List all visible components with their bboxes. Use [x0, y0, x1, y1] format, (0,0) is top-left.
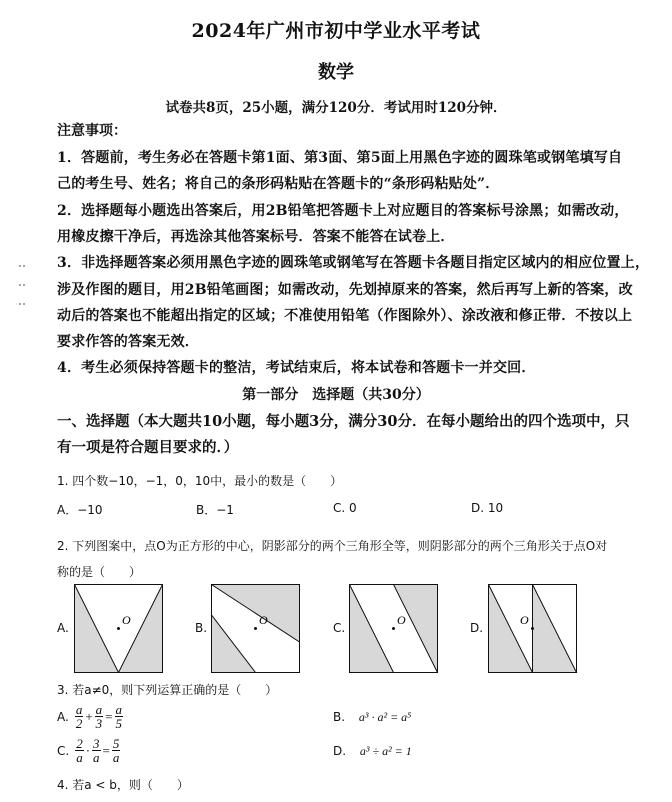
q2-label-a: A.: [57, 621, 69, 635]
q1-option-a: A．−10: [57, 503, 103, 517]
fraction: $\frac{3}{a}$: [93, 736, 100, 765]
center-point-label: O: [397, 613, 406, 627]
notes-heading: 注意事项：: [57, 123, 127, 139]
section-instruction: 有一项是符合题目要求的．）: [57, 439, 239, 456]
section-instruction: 一、选择题（本大题共10小题，每小题3分，满分30分．在每小题给出的四个选项中，只: [57, 413, 630, 430]
math-expression: a³ ÷ a² = 1: [359, 744, 412, 758]
q3-option-c: C. $\frac{2}{a}$ · $\frac{3}{a}$ = $\frac{5}{a}$: [57, 736, 120, 765]
q2-figure-b: [211, 584, 301, 674]
question-2-stem: 称的是（ ）: [57, 565, 142, 579]
option-label: B.: [333, 710, 346, 724]
math-expression: a³ · a² = a⁵: [358, 710, 412, 724]
q1-option-c: C. 0: [333, 501, 357, 515]
notes-line: 涉及作图的题目，用2B铅笔画图；如需改动，先划掉原来的答案，然后再写上新的答案，改: [57, 282, 633, 298]
fraction: $\frac{a}{5}$: [115, 702, 122, 731]
q2-label-d: D.: [470, 621, 484, 635]
q3-option-a: A. $\frac{a}{2}$ + $\frac{a}{3}$ = $\frac{a}{5}$: [57, 702, 122, 731]
q1-option-b: B．−1: [196, 503, 234, 517]
part-title: 第一部分 选择题（共30分）: [242, 387, 430, 403]
q2-figure-a: [74, 584, 164, 674]
q3-option-d: [333, 744, 412, 759]
notes-line: 要求作答的答案无效．: [57, 334, 199, 350]
notes-line: 1．答题前，考生务必在答题卡第1面、第3面、第5面上用黑色字迹的圆珠笔或钢笔填写自: [57, 150, 623, 166]
notes-line: 己的考生号、姓名；将自己的条形码粘贴在答题卡的“条形码粘贴处”．: [57, 176, 500, 192]
fraction: $\frac{a}{3}$: [95, 702, 103, 731]
notes-line: 4．考生必须保持答题卡的整洁，考试结束后，将本试卷和答题卡一并交回．: [57, 360, 536, 376]
center-point-label: O: [122, 613, 131, 627]
center-point-label: O: [520, 613, 529, 627]
fraction: $\frac{a}{2}$: [75, 702, 83, 731]
option-label: D.: [333, 744, 347, 758]
fraction: $\frac{2}{a}$: [76, 736, 83, 765]
option-label: C.: [57, 743, 70, 758]
notes-line: 2．选择题每小题选出答案后，用2B铅笔把答题卡上对应题目的答案标号涂黑；如需改动，: [57, 203, 629, 219]
question-1-stem: 1. 四个数−10，−1，0，10中，最小的数是（ ）: [57, 474, 343, 488]
exam-title: 2024年广州市初中学业水平考试: [191, 20, 481, 42]
option-label: A.: [57, 709, 69, 724]
notes-line: 动后的答案也不能超出指定的区域；不准使用铅笔（作图除外）、涂改液和修正带．不按以上: [57, 308, 633, 324]
question-3-stem: 3. 若a≠0，则下列运算正确的是（ ）: [57, 683, 278, 697]
center-point-label: O: [259, 613, 268, 627]
drag-handle-icon[interactable]: [18, 254, 26, 311]
question-4-stem: 4. 若a < b，则（ ）: [57, 778, 189, 792]
question-2-stem: 2. 下列图案中，点O为正方形的中心，阴影部分的两个三角形全等，则阴影部分的两个三角形关于点O对: [57, 539, 608, 553]
exam-info: 试卷共8页，25小题，满分120分．考试用时120分钟．: [165, 100, 507, 116]
q2-figure-c: [349, 584, 439, 674]
q3-option-b: [333, 710, 411, 725]
notes-line: 用橡皮擦干净后，再选涂其他答案标号．答案不能答在试卷上．: [57, 229, 455, 245]
q2-label-c: C.: [333, 621, 346, 635]
subject-title: 数学: [318, 62, 354, 83]
q2-label-b: B.: [195, 621, 208, 635]
notes-line: 3．非选择题答案必须用黑色字迹的圆珠笔或钢笔写在答题卡各题目指定区域内的相应位置上，: [57, 255, 650, 271]
fraction: $\frac{5}{a}$: [112, 736, 120, 765]
q1-option-d: D. 10: [471, 501, 504, 515]
q2-figure-d: [488, 584, 578, 674]
